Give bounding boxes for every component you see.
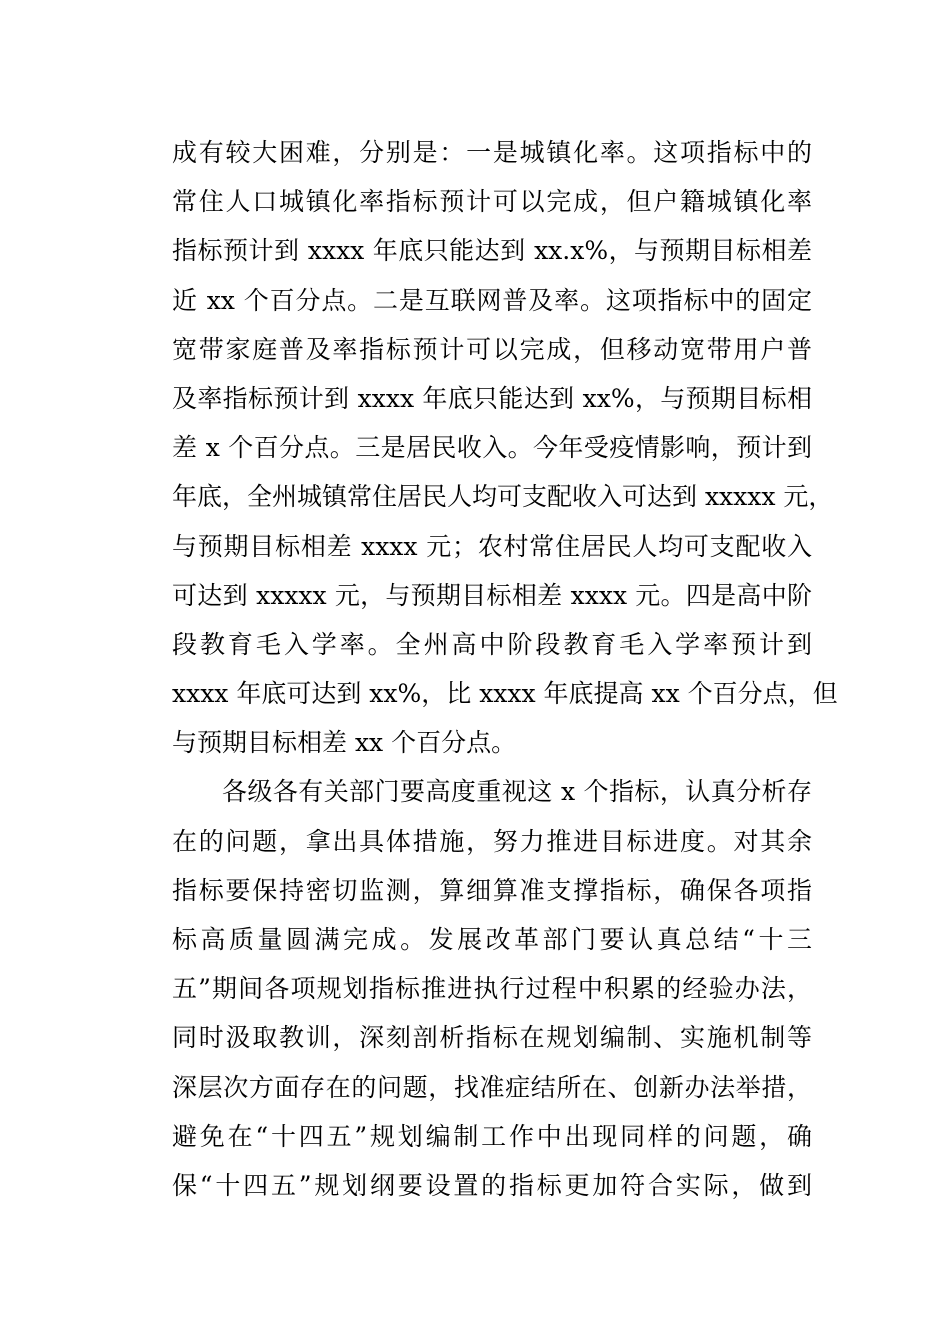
text-line: 可达到 xxxxx 元，与预期目标相差 xxxx 元。四是高中阶 — [172, 580, 812, 610]
text-line: 近 xx 个百分点。二是互联网普及率。这项指标中的固定 — [172, 285, 812, 315]
text-line: 深层次方面存在的问题，找准症结所在、创新办法举措， — [172, 1072, 812, 1102]
text-line: 与预期目标相差 xxxx 元；农村常住居民人均可支配收入 — [172, 531, 812, 561]
body-text — [172, 128, 838, 1210]
text-line: 标高质量圆满完成。发展改革部门要认真总结“十三 — [172, 925, 812, 954]
text-line: 同时汲取教训，深刻剖析指标在规划编制、实施机制等 — [172, 1023, 812, 1053]
text-line: xxxx 年底可达到 xx%，比 xxxx 年底提高 xx 个百分点，但 — [172, 679, 838, 709]
text-line: 常住人口城镇化率指标预计可以完成，但户籍城镇化率 — [172, 187, 812, 217]
text-line: 在的问题，拿出具体措施，努力推进目标进度。对其余 — [172, 826, 812, 856]
text-line: 指标要保持密切监测，算细算准支撑指标，确保各项指 — [172, 875, 812, 905]
paragraph — [172, 767, 812, 1210]
text-line: 五”期间各项规划指标推进执行过程中积累的经验办法， — [172, 974, 812, 1004]
text-line: 保“十四五”规划纲要设置的指标更加符合实际，做到 — [172, 1170, 812, 1200]
text-line: 指标预计到 xxxx 年底只能达到 xx.x%，与预期目标相差 — [172, 236, 812, 266]
text-line: 成有较大困难，分别是：一是城镇化率。这项指标中的 — [172, 138, 812, 167]
text-line: 段教育毛入学率。全州高中阶段教育毛入学率预计到 — [172, 629, 812, 659]
paragraph — [172, 128, 838, 767]
text-line: 各级各有关部门要高度重视这 x 个指标，认真分析存 — [222, 777, 812, 807]
text-line: 及率指标预计到 xxxx 年底只能达到 xx%，与预期目标相 — [172, 383, 812, 413]
text-line: 年底，全州城镇常住居民人均可支配收入可达到 xxxxx 元， — [172, 482, 834, 512]
text-line: 宽带家庭普及率指标预计可以完成，但移动宽带用户普 — [172, 334, 812, 364]
text-line: 差 x 个百分点。三是居民收入。今年受疫情影响，预计到 — [172, 433, 812, 463]
text-line: 避免在“十四五”规划编制工作中出现同样的问题，确 — [172, 1121, 812, 1151]
text-line: 与预期目标相差 xx 个百分点。 — [172, 728, 517, 758]
